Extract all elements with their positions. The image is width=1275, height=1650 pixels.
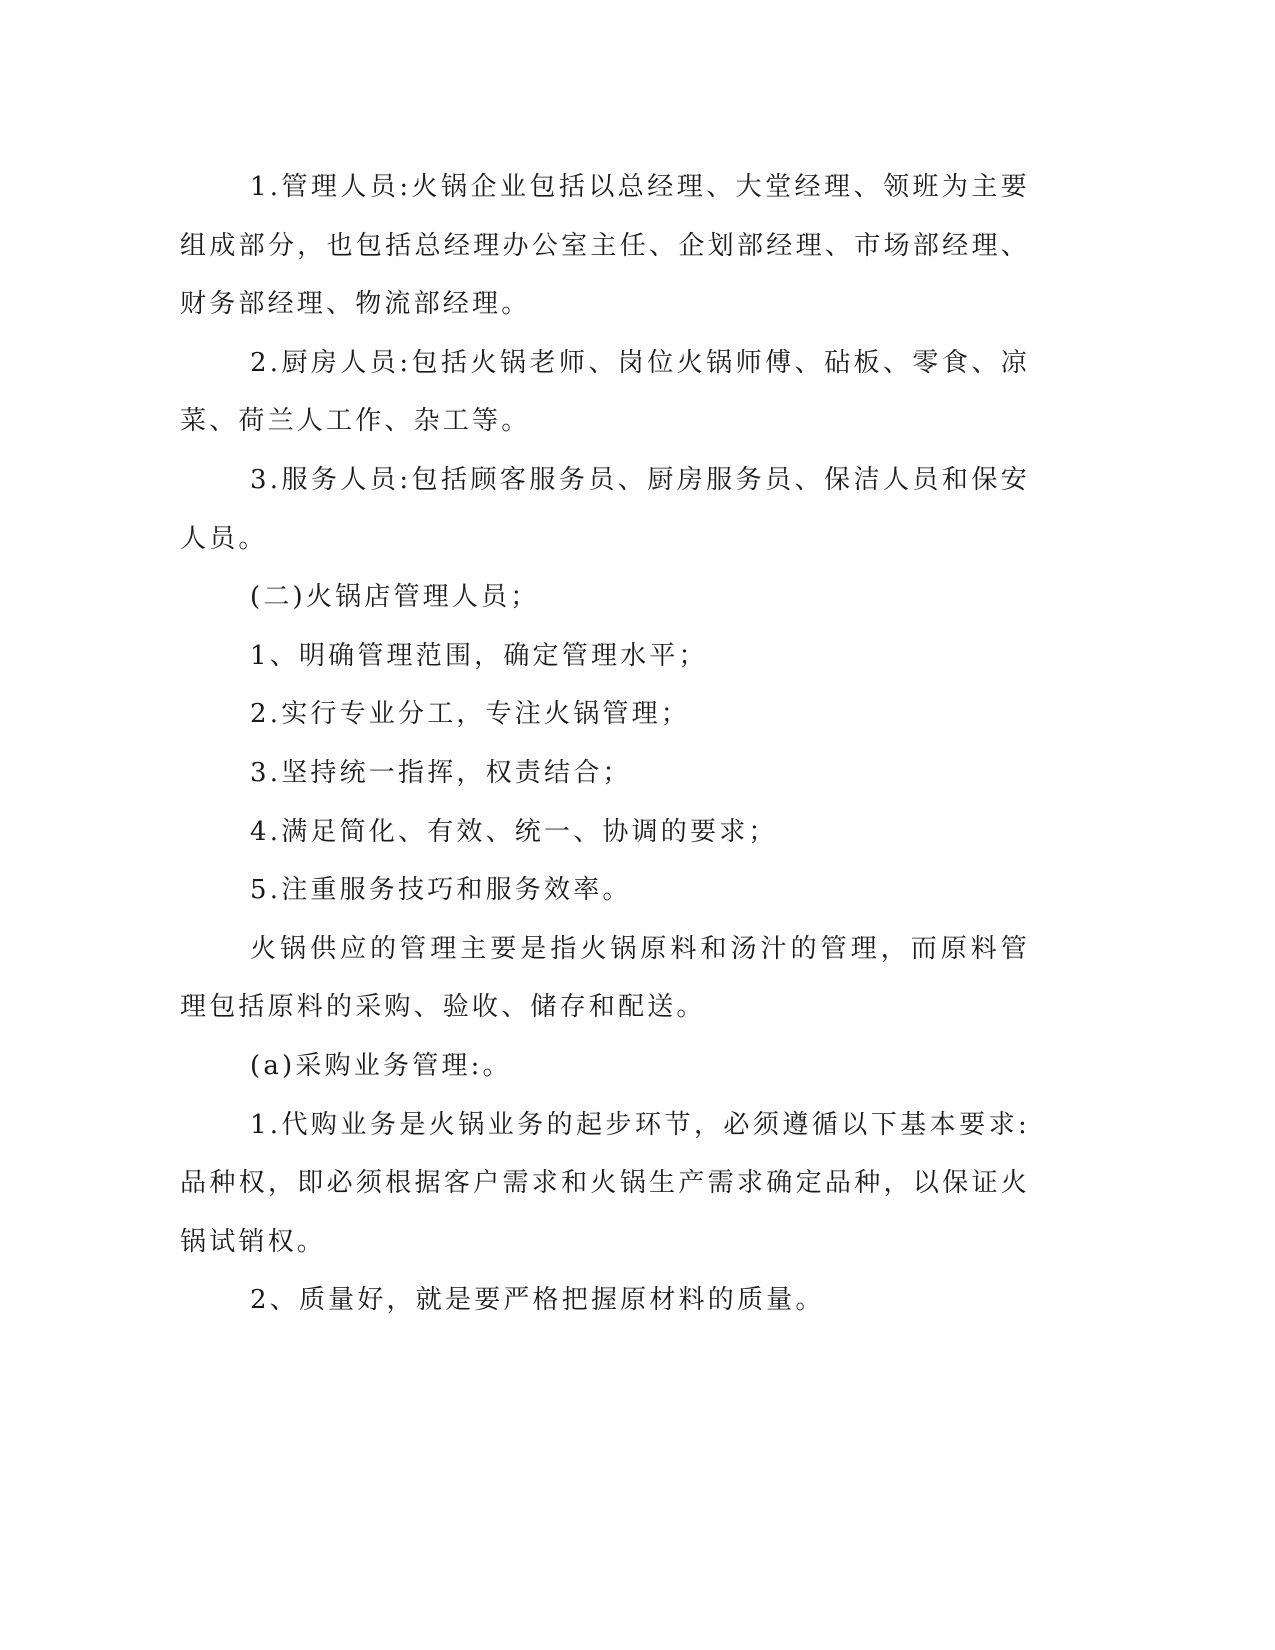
paragraph-purchasing-requirements: 1.代购业务是火锅业务的起步环节，必须遵循以下基本要求:品种权，即必须根据客户需求和火锅生产需求确定品种，以保证火锅试销权。 bbox=[180, 1109, 1030, 1257]
list-item-unified-command: 3.坚持统一指挥，权责结合； bbox=[250, 757, 632, 788]
list-item-service-efficiency: 5.注重服务技巧和服务效率。 bbox=[250, 875, 632, 906]
list-item-division-of-labor: 2.实行专业分工，专注火锅管理； bbox=[250, 699, 691, 730]
section-heading-purchasing: (a)采购业务管理:。 bbox=[250, 1050, 512, 1081]
document-body bbox=[180, 158, 1030, 1330]
paragraph-management-staff: 1.管理人员:火锅企业包括以总经理、大堂经理、领班为主要组成部分，也包括总经理办公室主任、企划部经理、市场部经理、财务部经理、物流部经理。 bbox=[180, 172, 1030, 320]
section-heading-managers: (二)火锅店管理人员； bbox=[250, 582, 540, 613]
list-item-requirements: 4.满足简化、有效、统一、协调的要求； bbox=[250, 816, 778, 847]
paragraph-supply-management: 火锅供应的管理主要是指火锅原料和汤汁的管理，而原料管理包括原料的采购、验收、储存和配送。 bbox=[180, 933, 1030, 1023]
list-item-scope: 1、明确管理范围，确定管理水平； bbox=[250, 640, 708, 671]
paragraph-kitchen-staff: 2.厨房人员:包括火锅老师、岗位火锅师傅、砧板、零食、凉菜、荷兰人工作、杂工等。 bbox=[180, 347, 1030, 437]
paragraph-service-staff: 3.服务人员:包括顾客服务员、厨房服务员、保洁人员和保安人员。 bbox=[180, 464, 1030, 554]
paragraph-quality: 2、质量好，就是要严格把握原材料的质量。 bbox=[250, 1285, 825, 1316]
